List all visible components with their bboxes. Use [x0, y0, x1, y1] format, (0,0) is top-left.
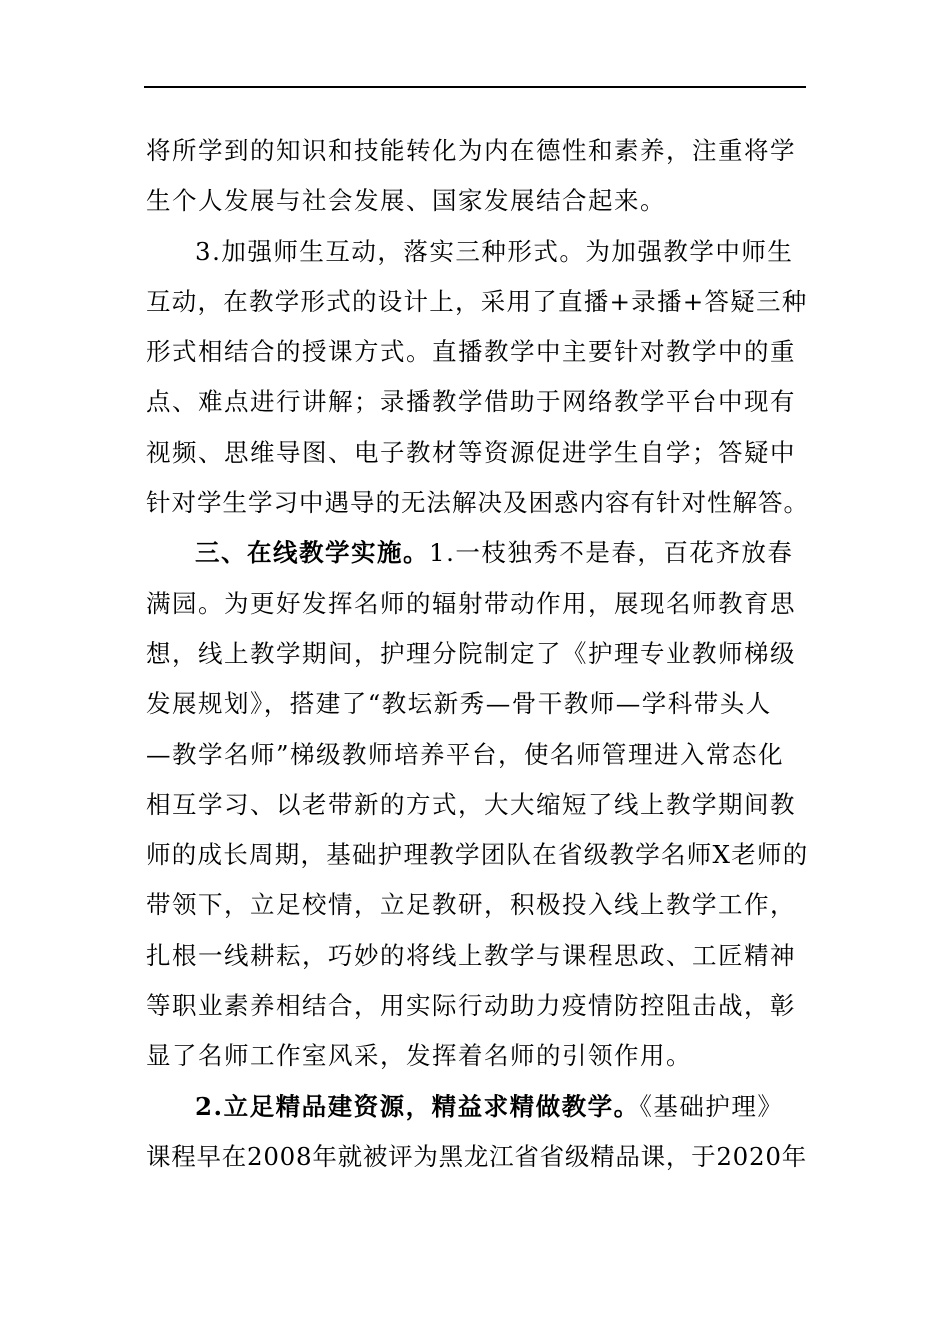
text-line	[146, 629, 810, 679]
text-line	[146, 176, 810, 226]
line-text: 等职业素养相结合，用实际行动助力疫情防控阻击战，彰	[146, 991, 796, 1021]
text-line	[146, 478, 810, 528]
line-text: 显了名师工作室风采，发挥着名师的引领作用。	[146, 1041, 692, 1071]
line-text: 1.一枝独秀不是春，百花齐放春	[429, 538, 794, 568]
text-line	[146, 1082, 810, 1132]
line-text: 互动，在教学形式的设计上，采用了直播+录播+答疑三种	[146, 286, 808, 316]
text-line	[146, 730, 810, 780]
bold-heading-text: 2.立足精品建资源，精益求精做教学。	[195, 1091, 640, 1121]
line-text: 3.加强师生互动，落实三种形式。为加强教学中师生	[195, 236, 794, 266]
text-line	[146, 528, 810, 578]
text-line	[146, 679, 810, 729]
line-text: 课程早在2008年就被评为黑龙江省省级精品课，于2020年	[146, 1141, 807, 1171]
text-line	[146, 1031, 810, 1081]
text-line	[146, 126, 810, 176]
text-line	[146, 227, 810, 277]
line-text: 《基础护理》	[639, 1091, 784, 1121]
line-text: 扎根一线耕耘，巧妙的将线上教学与课程思政、工匠精神	[146, 940, 796, 970]
header-rule	[144, 86, 806, 88]
text-line	[146, 931, 810, 981]
line-text: 生个人发展与社会发展、国家发展结合起来。	[146, 186, 666, 216]
line-text: 相互学习、以老带新的方式，大大缩短了线上教学期间教	[146, 789, 796, 819]
text-line	[146, 981, 810, 1031]
text-line	[146, 428, 810, 478]
text-line	[146, 780, 810, 830]
text-line	[146, 277, 810, 327]
text-line	[146, 579, 810, 629]
line-text: 满园。为更好发挥名师的辐射带动作用，展现名师教育思	[146, 588, 796, 618]
line-text: 将所学到的知识和技能转化为内在德性和素养，注重将学	[146, 136, 796, 165]
line-text: 师的成长周期，基础护理教学团队在省级教学名师X老师的	[146, 840, 809, 870]
text-line	[146, 377, 810, 427]
line-text: 视频、思维导图、电子教材等资源促进学生自学；答疑中	[146, 437, 796, 467]
line-text: 发展规划》，搭建了“教坛新秀—骨干教师—学科带头人	[146, 689, 772, 719]
text-line	[146, 830, 810, 880]
text-line	[146, 1132, 810, 1182]
text-line	[146, 880, 810, 930]
bold-heading-text: 三、在线教学实施。	[195, 538, 429, 568]
line-text: 针对学生学习中遇导的无法解决及困惑内容有针对性解答。	[146, 488, 809, 518]
line-text: 点、难点进行讲解；录播教学借助于网络教学平台中现有	[146, 387, 796, 417]
body-text	[146, 126, 810, 1182]
line-text: —教学名师”梯级教师培养平台，使名师管理进入常态化	[146, 739, 785, 769]
text-line	[146, 327, 810, 377]
line-text: 带领下，立足校情，立足教研，积极投入线上教学工作，	[146, 890, 796, 920]
line-text: 形式相结合的授课方式。直播教学中主要针对教学中的重	[146, 337, 796, 367]
line-text: 想，线上教学期间，护理分院制定了《护理专业教师梯级	[146, 638, 796, 668]
